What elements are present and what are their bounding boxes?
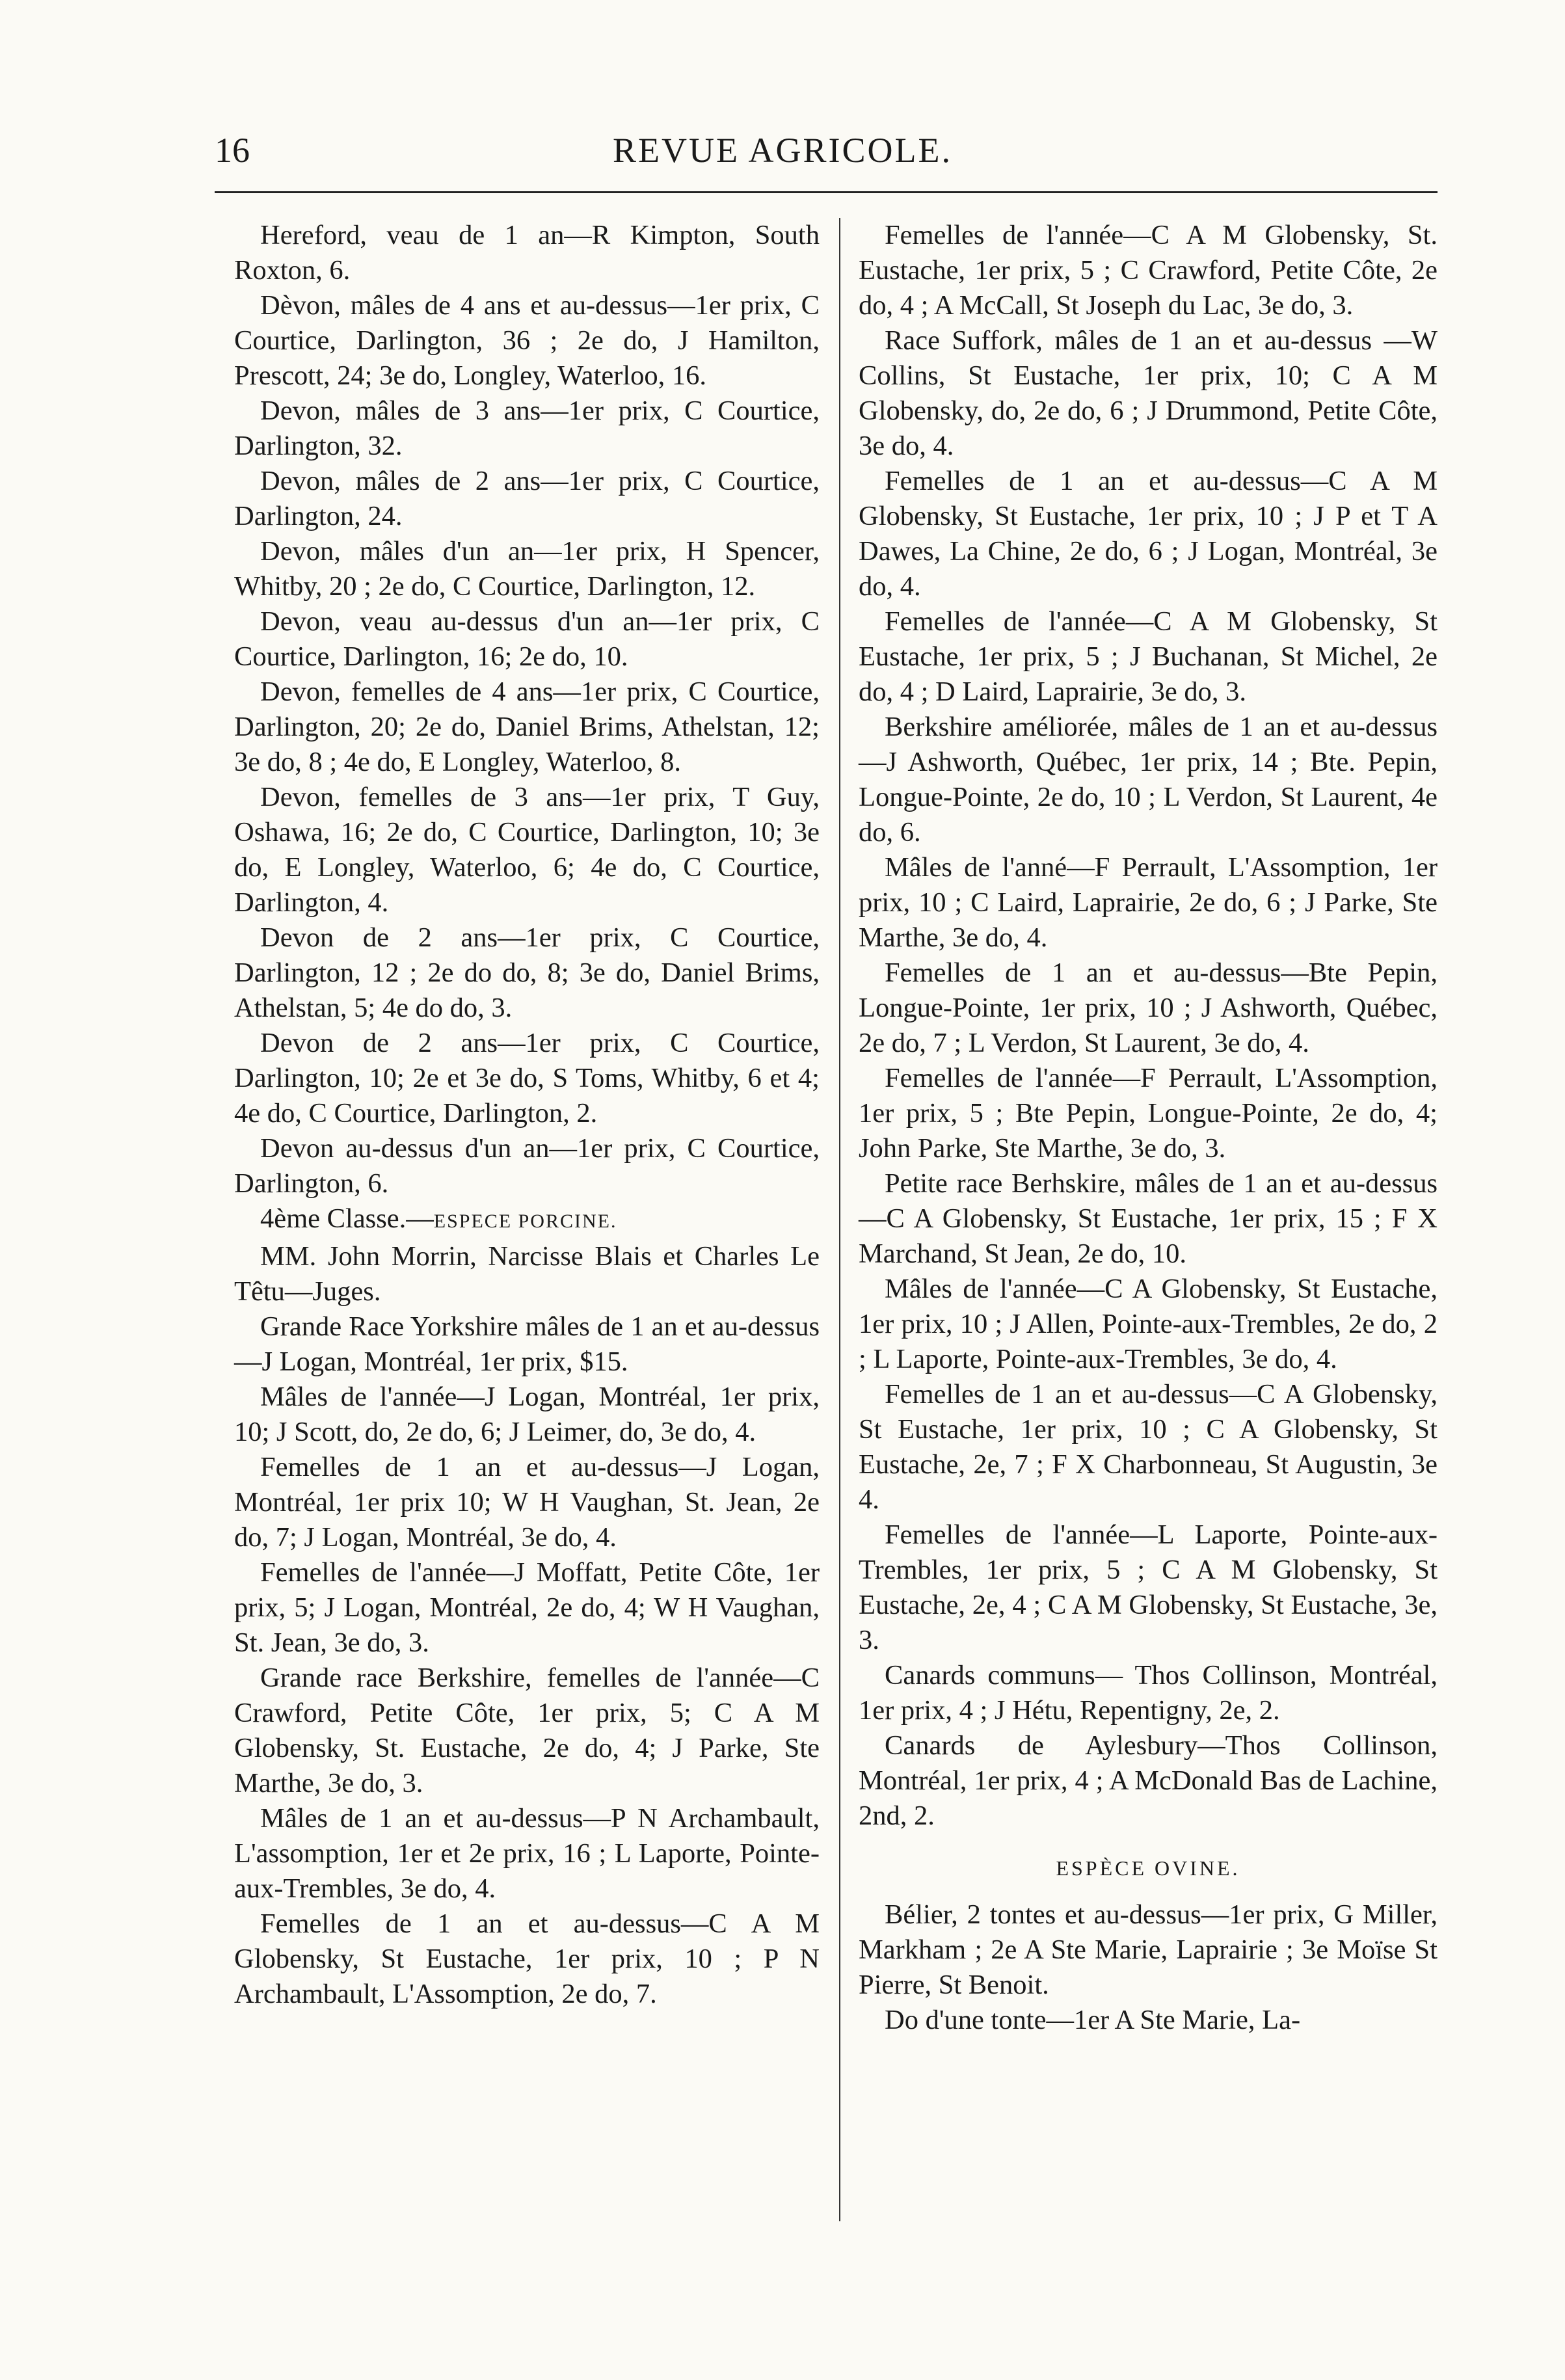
class-species: ESPECE PORCINE. [433,1210,617,1232]
entry-paragraph: Dèvon, mâles de 4 ans et au-dessus—1er prix, C Courtice, Darlington, 36 ; 2e do, J Hamilton, Prescott, 24; 3e do, Longley, Waterloo, 16. [234,290,820,391]
entry-paragraph: Devon, mâles de 2 ans—1er prix, C Courtice, Darlington, 24. [234,466,820,531]
entry-paragraph: Mâles de l'anné—F Perrault, L'Assomption, 1er prix, 10 ; C Laird, Laprairie, 2e do, 6 ; J Parke, Ste Marthe, 3e do, 4. [859,852,1438,953]
judges-paragraph: MM. John Morrin, Narcisse Blais et Charles Le Têtu—Juges. [234,1241,820,1307]
entry-paragraph: Femelles de 1 an et au-dessus—C A Globensky, St Eustache, 1er prix, 10 ; C A Globensky, St Eustache, 2e, 7 ; F X Charbonneau, St Augustin, 3e 4. [859,1379,1438,1515]
entry-paragraph: Devon de 2 ans—1er prix, C Courtice, Darlington, 12 ; 2e do do, 8; 3e do, Daniel Brims, Athelstan, 5; 4e do do, 3. [234,922,820,1023]
entry-paragraph: Devon, femelles de 3 ans—1er prix, T Guy, Oshawa, 16; 2e do, C Courtice, Darlington, 10; 3e do, E Longley, Waterloo, 6; 4e do, C Courtice, Darlington, 4. [234,782,820,918]
header-rule [215,191,1438,193]
entry-paragraph: Canards communs— Thos Collinson, Montréal, 1er prix, 4 ; J Hétu, Repentigny, 2e, 2. [859,1660,1438,1726]
right-column [859,218,1438,2038]
entry-paragraph: Devon au-dessus d'un an—1er prix, C Courtice, Darlington, 6. [234,1133,820,1199]
entry-paragraph: Grande race Berkshire, femelles de l'année—C Crawford, Petite Côte, 1er prix, 5; C A M Globensky, St. Eustache, 2e do, 4; J Parke, Ste Marthe, 3e do, 3. [234,1663,820,1798]
class-heading [234,1201,820,1239]
entry-paragraph: Femelles de 1 an et au-dessus—J Logan, Montréal, 1er prix 10; W H Vaughan, St. Jean, 2e do, 7; J Logan, Montréal, 3e do, 4. [234,1452,820,1553]
entry-paragraph: Devon, femelles de 4 ans—1er prix, C Courtice, Darlington, 20; 2e do, Daniel Brims, Athelstan, 12; 3e do, 8 ; 4e do, E Longley, Waterloo, 8. [234,676,820,777]
entry-paragraph: Femelles de l'année—C A M Globensky, St. Eustache, 1er prix, 5 ; C Crawford, Petite Côte, 2e do, 4 ; A McCall, St Joseph du Lac, 3e do, 3. [859,220,1438,321]
entry-paragraph: Canards de Aylesbury—Thos Collinson, Montréal, 1er prix, 4 ; A McDonald Bas de Lachine, 2nd, 2. [859,1730,1438,1831]
entry-paragraph: Devon, mâles d'un an—1er prix, H Spencer, Whitby, 20 ; 2e do, C Courtice, Darlington, 12. [234,536,820,602]
entry-paragraph: Bélier, 2 tontes et au-dessus—1er prix, G Miller, Markham ; 2e A Ste Marie, Laprairie ; 3e Moïse St Pierre, St Benoit. [859,1899,1438,2000]
entry-paragraph: Femelles de l'année—C A M Globensky, St Eustache, 1er prix, 5 ; J Buchanan, St Michel, 2e do, 4 ; D Laird, Laprairie, 3e do, 3. [859,606,1438,707]
entry-paragraph: Race Suffork, mâles de 1 an et au-dessus —W Collins, St Eustache, 1er prix, 10; C A M Globensky, do, 2e do, 6 ; J Drummond, Petite Côte, 3e do, 4. [859,325,1438,461]
entry-paragraph: Do d'une tonte—1er A Ste Marie, La- [885,2005,1301,2035]
entry-paragraph: Femelles de 1 an et au-dessus—C A M Globensky, St Eustache, 1er prix, 10 ; P N Archambault, L'Assomption, 2e do, 7. [234,1908,820,2009]
entry-paragraph: Petite race Berhskire, mâles de 1 an et au-dessus—C A Globensky, St Eustache, 1er prix, 15 ; F X Marchand, St Jean, 2e do, 10. [859,1168,1438,1269]
class-label: 4ème Classe.— [260,1203,434,1234]
entry-paragraph: Mâles de l'année—J Logan, Montréal, 1er prix, 10; J Scott, do, 2e do, 6; J Leimer, do, 3e do, 4. [234,1382,820,1447]
entry-paragraph: Femelles de l'année—J Moffatt, Petite Côte, 1er prix, 5; J Logan, Montréal, 2e do, 4; W H Vaughan, St. Jean, 3e do, 3. [234,1557,820,1658]
entry-paragraph: Mâles de 1 an et au-dessus—P N Archambault, L'assomption, 1er et 2e prix, 16 ; L Laporte, Pointe-aux-Trembles, 3e do, 4. [234,1803,820,1904]
entry-paragraph: Devon, veau au-dessus d'un an—1er prix, C Courtice, Darlington, 16; 2e do, 10. [234,606,820,672]
entry-paragraph: Grande Race Yorkshire mâles de 1 an et au-dessus—J Logan, Montréal, 1er prix, $15. [234,1311,820,1377]
page-number: 16 [215,131,250,170]
entry-paragraph: Hereford, veau de 1 an—R Kimpton, South Roxton, 6. [234,220,820,286]
entry-paragraph: Berkshire améliorée, mâles de 1 an et au-dessus—J Ashworth, Québec, 1er prix, 14 ; Bte. Pepin, Longue-Pointe, 2e do, 10 ; L Verdon, St Laurent, 4e do, 6. [859,712,1438,848]
entry-paragraph: Devon, mâles de 3 ans—1er prix, C Courtice, Darlington, 32. [234,395,820,461]
left-column [234,218,820,2012]
entry-paragraph: Femelles de l'année—L Laporte, Pointe-aux-Trembles, 1er prix, 5 ; C A M Globensky, St Eustache, 2e, 4 ; C A M Globensky, St Eustache, 3e, 3. [859,1519,1438,1655]
entry-paragraph: Mâles de l'année—C A Globensky, St Eustache, 1er prix, 10 ; J Allen, Pointe-aux-Trembles, 2e do, 2 ; L Laporte, Pointe-aux-Trembles, 3e do, 4. [859,1274,1438,1374]
entry-paragraph: Devon de 2 ans—1er prix, C Courtice, Darlington, 10; 2e et 3e do, S Toms, Whitby, 6 et 4; 4e do, C Courtice, Darlington, 2. [234,1028,820,1129]
section-heading: ESPÈCE OVINE. [1056,1856,1240,1880]
running-title: REVUE AGRICOLE. [613,131,952,170]
entry-paragraph: Femelles de 1 an et au-dessus—Bte Pepin, Longue-Pointe, 1er prix, 10 ; J Ashworth, Québec, 2e do, 7 ; L Verdon, St Laurent, 3e do, 4. [859,957,1438,1058]
entry-paragraph: Femelles de 1 an et au-dessus—C A M Globensky, St Eustache, 1er prix, 10 ; J P et T A Dawes, La Chine, 2e do, 6 ; J Logan, Montréal, 3e do, 4. [859,466,1438,602]
entry-paragraph: Femelles de l'année—F Perrault, L'Assomption, 1er prix, 5 ; Bte Pepin, Longue-Pointe, 2e do, 4; John Parke, Ste Marthe, 3e do, 3. [859,1063,1438,1164]
column-divider [839,218,840,2221]
